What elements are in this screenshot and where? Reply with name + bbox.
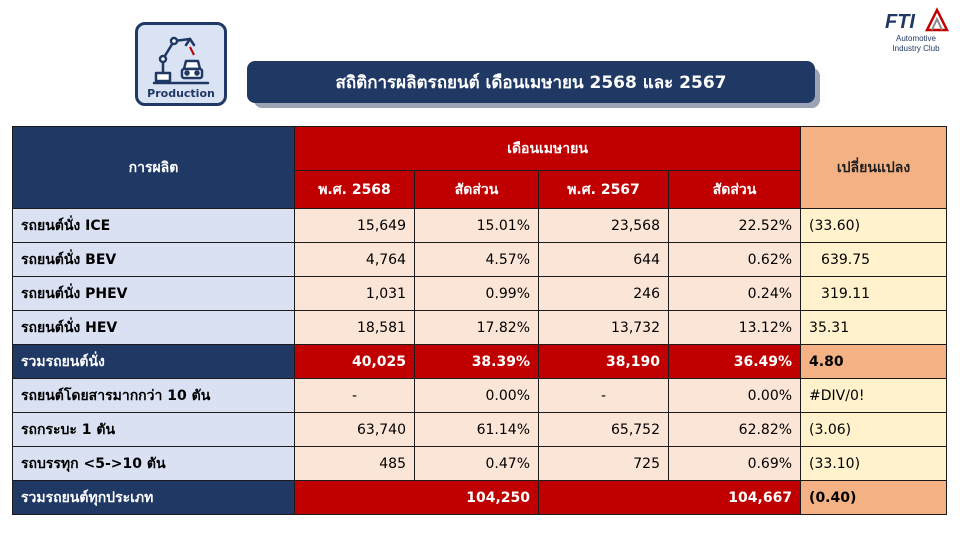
row-label: รถยนต์นั่ง HEV bbox=[13, 311, 295, 345]
total-2567: 104,667 bbox=[539, 481, 801, 515]
value-2568: 1,031 bbox=[295, 277, 415, 311]
subheader-share-2567: สัดส่วน bbox=[669, 171, 801, 209]
value-2568: 63,740 bbox=[295, 413, 415, 447]
table-row-grand-total bbox=[13, 481, 947, 515]
change-value: 319.11 bbox=[801, 277, 947, 311]
row-label: รถยนต์นั่ง BEV bbox=[13, 243, 295, 277]
robot-arm-car-icon bbox=[150, 29, 212, 87]
share-2567: 13.12% bbox=[669, 311, 801, 345]
table-row bbox=[13, 413, 947, 447]
value-2568: 18,581 bbox=[295, 311, 415, 345]
share-2567: 0.62% bbox=[669, 243, 801, 277]
page-title: สถิติการผลิตรถยนต์ เดือนเมษายน 2568 และ 2567 bbox=[247, 61, 815, 103]
share-2568: 0.99% bbox=[415, 277, 539, 311]
value-2567: 65,752 bbox=[539, 413, 669, 447]
change-value: 4.80 bbox=[801, 345, 947, 379]
share-2567: 0.24% bbox=[669, 277, 801, 311]
value-2568: 15,649 bbox=[295, 209, 415, 243]
row-label: รถยนต์นั่ง PHEV bbox=[13, 277, 295, 311]
value-2567: 38,190 bbox=[539, 345, 669, 379]
share-2567: 0.00% bbox=[669, 379, 801, 413]
table-row bbox=[13, 243, 947, 277]
total-2568: 104,250 bbox=[295, 481, 539, 515]
fti-logo bbox=[876, 6, 956, 62]
change-value: (0.40) bbox=[801, 481, 947, 515]
share-2568: 61.14% bbox=[415, 413, 539, 447]
change-value: #DIV/0! bbox=[801, 379, 947, 413]
row-label: รวมรถยนต์ทุกประเภท bbox=[13, 481, 295, 515]
subheader-year-2567: พ.ศ. 2567 bbox=[539, 171, 669, 209]
production-badge bbox=[135, 22, 227, 106]
share-2567: 22.52% bbox=[669, 209, 801, 243]
header-change: เปลี่ยนแปลง bbox=[801, 127, 947, 209]
change-value: 35.31 bbox=[801, 311, 947, 345]
value-2567: - bbox=[539, 379, 669, 413]
table-row bbox=[13, 311, 947, 345]
share-2568: 17.82% bbox=[415, 311, 539, 345]
share-2568: 38.39% bbox=[415, 345, 539, 379]
header-production: การผลิต bbox=[13, 127, 295, 209]
table-row bbox=[13, 209, 947, 243]
value-2567: 246 bbox=[539, 277, 669, 311]
row-label: รถยนต์นั่ง ICE bbox=[13, 209, 295, 243]
share-2568: 0.00% bbox=[415, 379, 539, 413]
share-2568: 15.01% bbox=[415, 209, 539, 243]
change-value: (33.10) bbox=[801, 447, 947, 481]
share-2567: 62.82% bbox=[669, 413, 801, 447]
table-row bbox=[13, 379, 947, 413]
share-2568: 4.57% bbox=[415, 243, 539, 277]
value-2567: 13,732 bbox=[539, 311, 669, 345]
value-2568: - bbox=[295, 379, 415, 413]
logo-line-1: Automotive bbox=[895, 34, 937, 43]
value-2568: 4,764 bbox=[295, 243, 415, 277]
row-label: รถกระบะ 1 ตัน bbox=[13, 413, 295, 447]
share-2567: 0.69% bbox=[669, 447, 801, 481]
row-label: รวมรถยนต์นั่ง bbox=[13, 345, 295, 379]
row-label: รถยนต์โดยสารมากกว่า 10 ตัน bbox=[13, 379, 295, 413]
subheader-share-2568: สัดส่วน bbox=[415, 171, 539, 209]
change-value: (3.06) bbox=[801, 413, 947, 447]
production-table bbox=[12, 126, 947, 515]
row-label: รถบรรทุก <5->10 ตัน bbox=[13, 447, 295, 481]
value-2568: 485 bbox=[295, 447, 415, 481]
table-row bbox=[13, 277, 947, 311]
value-2567: 23,568 bbox=[539, 209, 669, 243]
share-2567: 36.49% bbox=[669, 345, 801, 379]
logo-brand-text: FTI bbox=[885, 11, 915, 33]
value-2568: 40,025 bbox=[295, 345, 415, 379]
production-label: Production bbox=[147, 87, 215, 100]
table-row-subtotal bbox=[13, 345, 947, 379]
share-2568: 0.47% bbox=[415, 447, 539, 481]
subheader-year-2568: พ.ศ. 2568 bbox=[295, 171, 415, 209]
value-2567: 644 bbox=[539, 243, 669, 277]
logo-line-2: Industry Club bbox=[892, 44, 940, 53]
table-row bbox=[13, 447, 947, 481]
value-2567: 725 bbox=[539, 447, 669, 481]
change-value: (33.60) bbox=[801, 209, 947, 243]
fti-logo-icon bbox=[883, 6, 949, 34]
change-value: 639.75 bbox=[801, 243, 947, 277]
header-month: เดือนเมษายน bbox=[295, 127, 801, 171]
